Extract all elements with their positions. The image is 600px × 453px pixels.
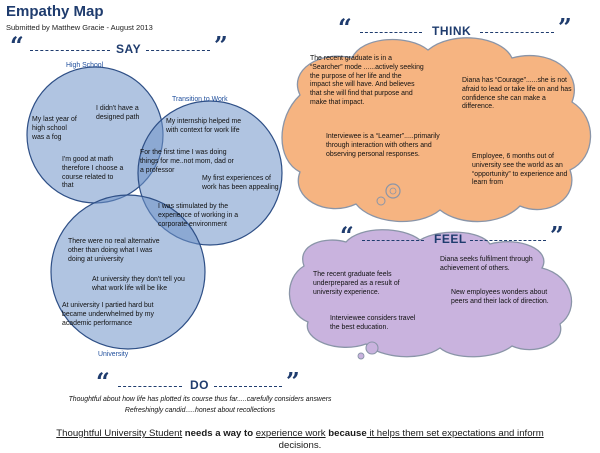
say-item: I'm good at math therefore I choose a course related to that [62, 156, 124, 190]
think-item: Diana has “Courage”......she is not afraid to lead or take life on and has confidence she can make a difference. [462, 77, 572, 111]
do-label: DO [190, 378, 209, 392]
statement-need: experience work [255, 428, 326, 439]
do-item: Refreshingly candid.....honest about recollections [124, 407, 276, 414]
think-close-quote: ” [558, 13, 572, 42]
feel-item: The recent graduate feels underprepared as a result of university experience. [313, 271, 400, 296]
feel-item: Interviewee considers travel the best education. [330, 315, 416, 331]
page-subtitle: Submitted by Matthew Gracie - August 2013 [6, 23, 153, 32]
think-item: Employee, 6 months out of university see the world as an “opportunity” to experience and learn from [472, 153, 568, 187]
feel-open-quote: “ [340, 221, 354, 250]
statement-insight: it helps them set expectations and inform [366, 428, 544, 439]
venn-label-transition: Transition to Work [172, 96, 228, 103]
say-item: My internship helped me with context for work life [166, 118, 242, 134]
do-close-quote: ” [286, 367, 300, 396]
think-label: THINK [432, 24, 472, 38]
think-thought-bubble-small [377, 197, 385, 205]
feel-thought-bubble [366, 342, 378, 354]
think-thought-bubble [386, 184, 400, 198]
feel-label: FEEL [434, 232, 467, 246]
think-item: Interviewee is a “Learner”.....primarily through interaction with others and observing personal responses. [326, 133, 440, 158]
say-divider-right [146, 50, 210, 51]
think-item: The recent graduate is in a “Searcher” mode ......actively seeking the purpose of her life and the impact she will have. And believes that she will find that purpose and make that impact. [310, 55, 424, 107]
statement-because: because [325, 428, 367, 439]
feel-divider-left [362, 240, 424, 241]
say-open-quote: “ [10, 31, 24, 60]
venn-label-university: University [98, 351, 129, 358]
think-divider-left [360, 32, 422, 33]
problem-statement [10, 428, 590, 453]
say-item: For the first time I was doing things for me..not mom, dad or a professor [140, 149, 234, 174]
feel-item: New employees wonders about peers and their lack of direction. [451, 289, 549, 305]
page-title: Empathy Map [6, 3, 104, 20]
say-divider-left [30, 50, 110, 51]
say-item: I didn't have a designed path [96, 105, 140, 121]
say-label: SAY [116, 42, 142, 56]
say-close-quote: ” [214, 31, 228, 60]
think-open-quote: “ [338, 13, 352, 42]
venn-label-high-school: High School [66, 62, 104, 69]
do-item: Thoughtful about how life has plotted its course thus far.....carefully considers answers [68, 396, 332, 403]
say-item: At university they don't tell you what work life will be like [92, 276, 185, 292]
feel-close-quote: ” [550, 221, 564, 250]
statement-end: decisions. [278, 440, 322, 452]
statement-needs: needs a way to [182, 428, 256, 439]
feel-divider-right [470, 240, 546, 241]
say-item: There were no real alternative other than doing what I was doing at university [68, 238, 160, 263]
do-divider-left [118, 386, 182, 387]
say-item: I was stimulated by the experience of working in a corporate environment [158, 203, 239, 228]
say-item: At university I partied hard but became underwhelmed by my academic performance [62, 302, 154, 327]
feel-thought-bubble-small [358, 353, 364, 359]
think-divider-right [480, 32, 554, 33]
feel-item: Diana seeks fulfilment through achievement of others. [440, 256, 533, 272]
say-item: My first experiences of work has been appealing [202, 175, 279, 191]
statement-user: Thoughtful University Student [56, 428, 183, 439]
say-item: My last year of high school was a fog [32, 116, 77, 141]
do-divider-right [214, 386, 282, 387]
do-open-quote: “ [96, 367, 110, 396]
